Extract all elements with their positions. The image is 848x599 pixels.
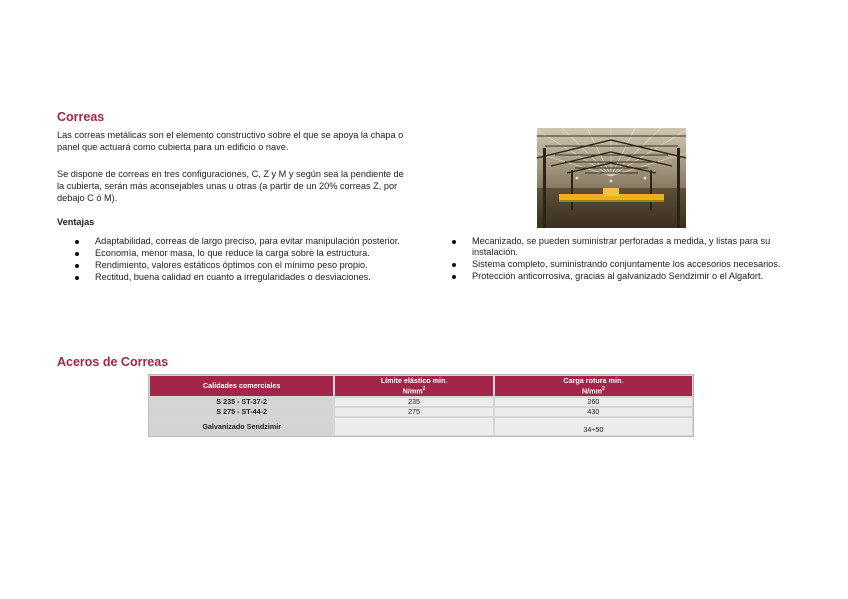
column-header-limite: Límite elástico min. $N/mm^2$ <box>334 375 493 397</box>
list-item: Rectitud, buena calidad en cuanto a irregularidades o desviaciones. <box>75 272 405 283</box>
ventajas-heading: Ventajas <box>57 217 95 227</box>
intro-paragraph: Las correas metálicas son el elemento constructivo sobre el que se apoya la chapa o panel que actuará como cubierta para un edificio o nave. <box>57 130 404 152</box>
section-title-aceros: Aceros de Correas <box>57 355 169 369</box>
cell-calidad: Galvanizado Sendzimir <box>149 417 334 436</box>
bullet-icon <box>75 240 79 244</box>
list-item: Adaptabilidad, correas de largo preciso, para evitar manipulación posterior. <box>75 236 405 247</box>
cell-carga: 430 <box>494 407 693 417</box>
cell-limite: 275 <box>334 407 493 417</box>
table-row <box>149 397 693 407</box>
bullet-icon <box>75 276 79 280</box>
configurations-paragraph: Se dispone de correas en tres configuraciones, C, Z y M y según sea la pendiente de la cubierta, serán más aconsejables unas u otras (a partir de un 20% correas Z, por debajo C ó M). <box>57 169 404 203</box>
list-item: Rendimiento, valores estáticos óptimos con el mínimo peso propio. <box>75 260 405 271</box>
cell-carga: 34÷50 <box>494 417 693 436</box>
cell-calidad: S 235 - ST-37-2 <box>149 397 334 407</box>
bullet-icon <box>452 275 456 279</box>
list-item: Protección anticorrosiva, gracias al galvanizado Sendzimir o el Algafort. <box>452 271 797 282</box>
ventajas-list-left <box>75 236 405 284</box>
list-item: Economía, menor masa, lo que reduce la carga sobre la estructura. <box>75 248 405 259</box>
bullet-icon <box>452 240 456 244</box>
table-row <box>149 407 693 417</box>
list-item: Mecanizado, se pueden suministrar perforadas a medida, y listas para su instalación. <box>452 236 797 258</box>
table-row <box>149 417 693 436</box>
bullet-icon <box>452 263 456 267</box>
table-header-row <box>149 375 693 397</box>
steel-grades-table <box>148 374 694 437</box>
column-header-carga: Carga rotura min. $N/mm^2$ <box>494 375 693 397</box>
warehouse-roof-photo <box>537 128 686 228</box>
list-item: Sistema completo, suministrando conjuntamente los accesorios necesarios. <box>452 259 797 270</box>
ventajas-list-right <box>452 236 797 283</box>
bullet-icon <box>75 252 79 256</box>
warehouse-roof-illustration <box>537 128 686 228</box>
bullet-icon <box>75 264 79 268</box>
cell-limite: 235 <box>334 397 493 407</box>
cell-calidad: S 275 - ST-44-2 <box>149 407 334 417</box>
section-title-correas: Correas <box>57 110 105 124</box>
cell-limite <box>334 417 493 436</box>
cell-carga: 260 <box>494 397 693 407</box>
column-header-calidades: Calidades comerciales <box>149 375 334 397</box>
